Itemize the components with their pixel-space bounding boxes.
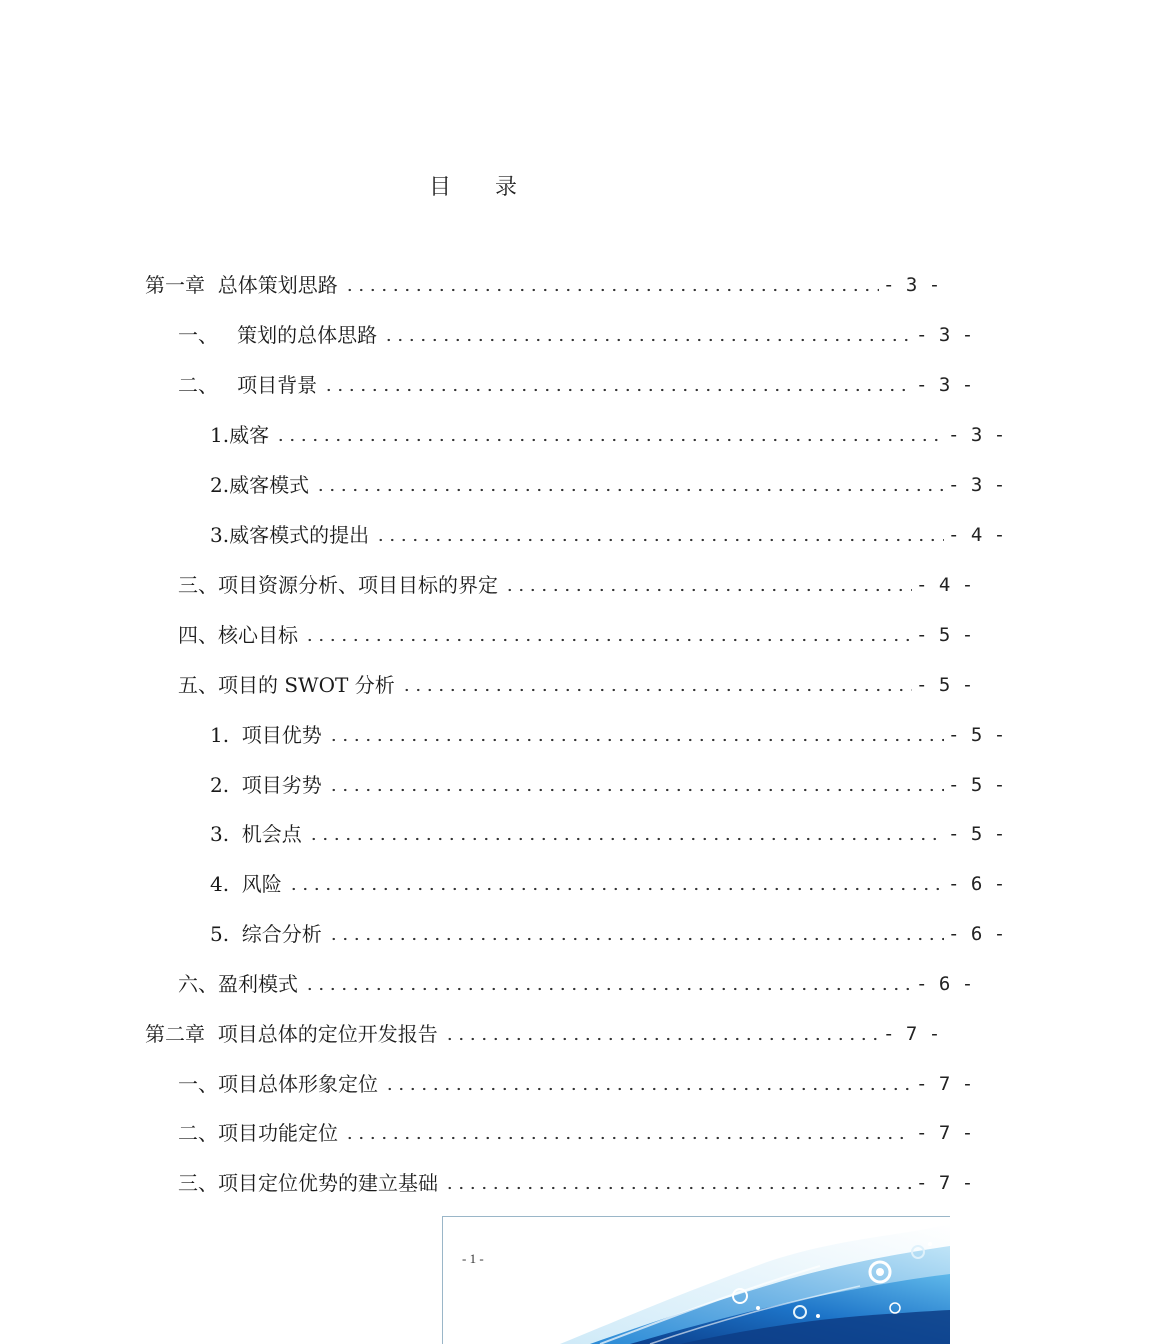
wave-decoration-icon <box>440 1216 950 1344</box>
toc-entry[interactable] <box>0 510 1160 560</box>
toc-dot-leader <box>444 1178 912 1198</box>
toc-entry-label: 五、项目的 SWOT 分析 <box>178 675 401 695</box>
toc-entry-label: 四、核心目标 <box>178 625 304 645</box>
toc-entry-page: - 3 - <box>883 274 941 296</box>
toc-entry-label: 5. 综合分析 <box>210 924 328 944</box>
toc-entry[interactable] <box>0 859 1160 909</box>
toc-entry-label: 一、项目总体形象定位 <box>178 1074 384 1094</box>
toc-entry-page: - 3 - <box>948 474 1006 496</box>
toc-entry-label: 3.威客模式的提出 <box>210 525 375 545</box>
toc-entry-page: - 7 - <box>916 1172 974 1194</box>
toc-dot-leader <box>308 829 944 849</box>
toc-entry[interactable] <box>0 959 1128 1009</box>
toc-entry[interactable] <box>0 410 1160 460</box>
toc-entry[interactable] <box>0 1158 1128 1208</box>
toc-entry[interactable] <box>0 660 1128 710</box>
toc-dot-leader <box>401 680 912 700</box>
toc-entry[interactable] <box>0 1059 1128 1109</box>
toc-dot-leader <box>288 879 944 899</box>
toc-dot-leader <box>315 480 944 500</box>
toc-entry[interactable] <box>0 460 1160 510</box>
toc-dot-leader <box>328 730 944 750</box>
toc-entry-page: - 7 - <box>883 1023 941 1045</box>
toc-entry-page: - 7 - <box>916 1122 974 1144</box>
toc-dot-leader <box>328 780 944 800</box>
toc-dot-leader <box>275 430 944 450</box>
toc-entry-label: 4. 风险 <box>210 874 288 894</box>
toc-entry[interactable] <box>0 909 1160 959</box>
toc-entry-label: 三、项目资源分析、项目目标的界定 <box>178 575 504 595</box>
toc-entry-page: - 5 - <box>916 624 974 646</box>
toc-entry-label: 第二章 项目总体的定位开发报告 <box>145 1024 444 1044</box>
toc-dot-leader <box>344 280 879 300</box>
toc-dot-leader <box>375 530 944 550</box>
toc-entry-label: 1.威客 <box>210 425 275 445</box>
toc-entry[interactable] <box>0 360 1128 410</box>
toc-entry-page: - 5 - <box>948 774 1006 796</box>
toc-entry-page: - 3 - <box>948 424 1006 446</box>
toc-entry-page: - 5 - <box>916 674 974 696</box>
toc-entry[interactable] <box>0 310 1128 360</box>
toc-entry-label: 第一章 总体策划思路 <box>145 275 344 295</box>
toc-entry-page: - 4 - <box>916 574 974 596</box>
toc-dot-leader <box>304 630 912 650</box>
toc-dot-leader <box>504 580 912 600</box>
toc-dot-leader <box>384 1079 912 1099</box>
toc-entry[interactable] <box>0 760 1160 810</box>
toc-entry-page: - 6 - <box>948 923 1006 945</box>
toc-entry-label: 1. 项目优势 <box>210 725 328 745</box>
toc-entry[interactable] <box>0 260 1095 310</box>
page-title: 目录 <box>428 175 561 200</box>
footer-page-number: - 1 - <box>462 1251 484 1266</box>
toc-entry[interactable] <box>0 1009 1095 1059</box>
toc-entry-label: 二、项目功能定位 <box>178 1123 344 1143</box>
toc-entry-label: 二、 项目背景 <box>178 375 323 395</box>
toc-dot-leader <box>323 380 912 400</box>
toc-dot-leader <box>304 979 912 999</box>
toc-entry-label: 一、 策划的总体思路 <box>178 325 383 345</box>
toc-entry-page: - 6 - <box>916 973 974 995</box>
toc-entry-label: 2. 项目劣势 <box>210 775 328 795</box>
toc-entry-label: 2.威客模式 <box>210 475 315 495</box>
toc-entry-page: - 3 - <box>916 374 974 396</box>
toc-dot-leader <box>383 330 912 350</box>
toc-entry-page: - 7 - <box>916 1073 974 1095</box>
toc-entry-label: 3. 机会点 <box>210 824 308 844</box>
toc-entry-label: 六、盈利模式 <box>178 974 304 994</box>
toc-entry-page: - 3 - <box>916 324 974 346</box>
toc-dot-leader <box>328 929 944 949</box>
toc-dot-leader <box>344 1128 912 1148</box>
toc-entry-page: - 4 - <box>948 524 1006 546</box>
toc-entry[interactable] <box>0 809 1160 859</box>
toc-dot-leader <box>444 1029 879 1049</box>
toc-entry[interactable] <box>0 1108 1128 1158</box>
toc-entry[interactable] <box>0 710 1160 760</box>
toc-entry[interactable] <box>0 610 1128 660</box>
toc-entry-page: - 6 - <box>948 873 1006 895</box>
toc-entry-page: - 5 - <box>948 724 1006 746</box>
toc-entry-page: - 5 - <box>948 823 1006 845</box>
toc-entry-label: 三、项目定位优势的建立基础 <box>178 1173 444 1193</box>
toc-entry[interactable] <box>0 560 1128 610</box>
